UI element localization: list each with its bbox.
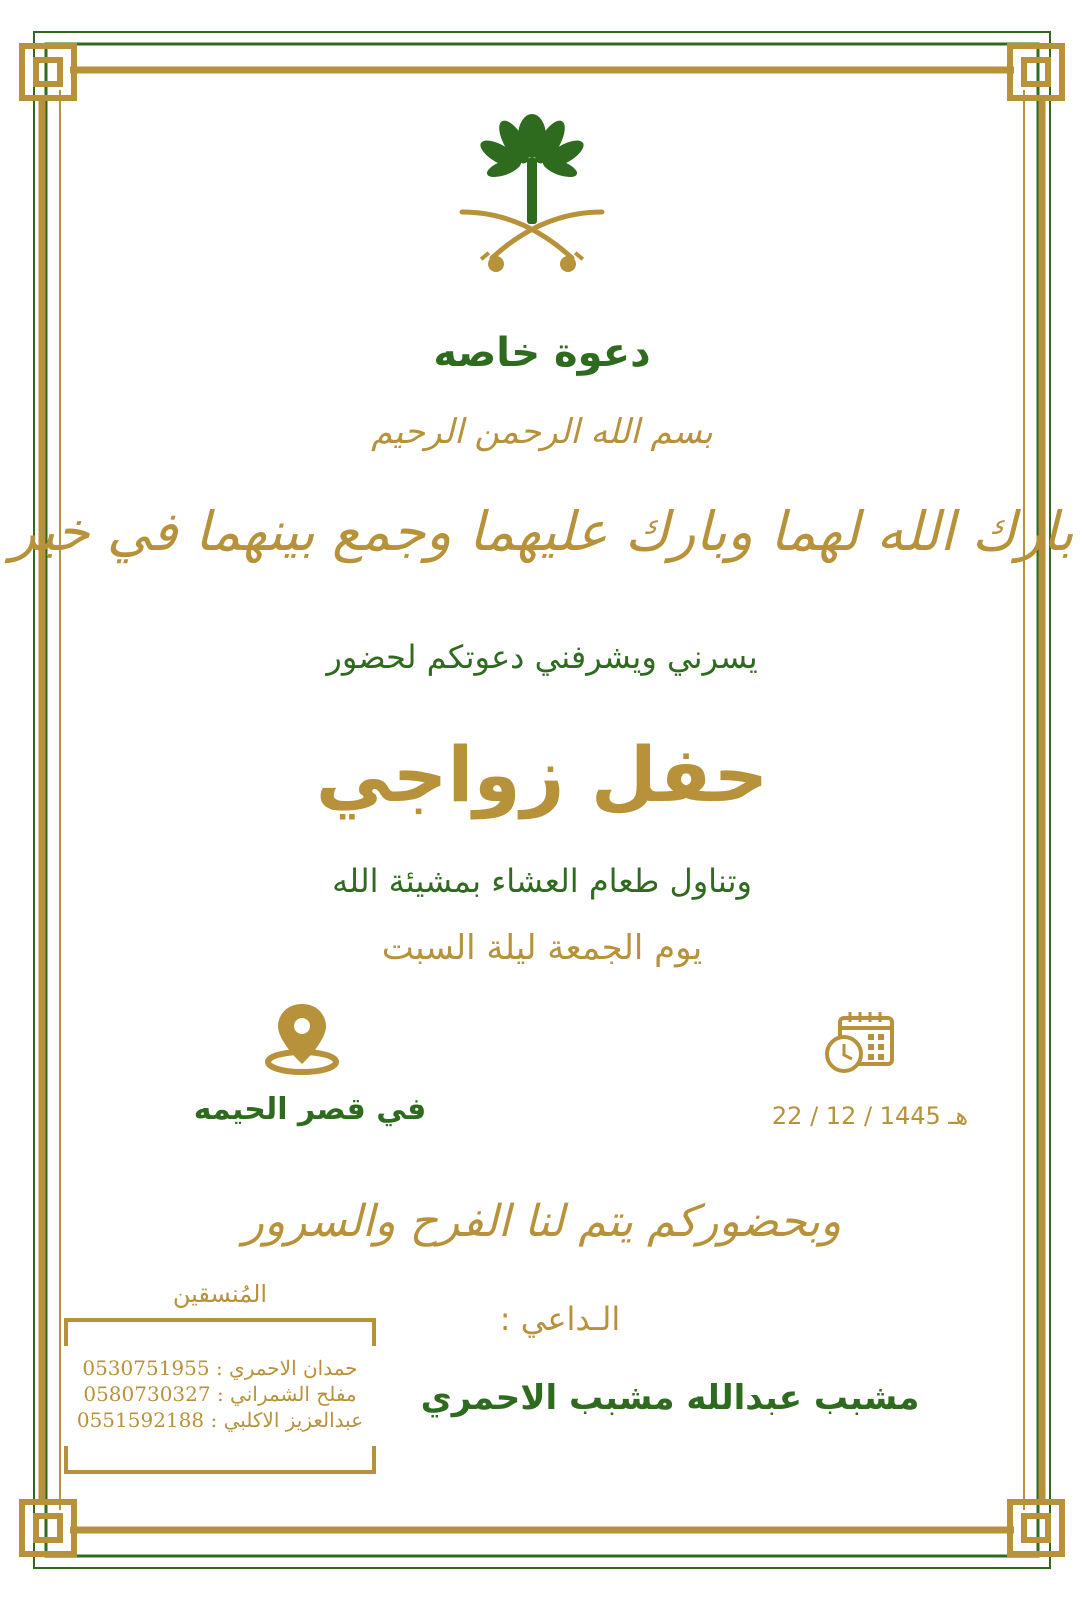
- coordinator-contact: حمدان الاحمري : 0530751955: [82, 1356, 358, 1380]
- host-name: مشبب عبدالله مشبب الاحمري: [420, 1378, 920, 1418]
- location-pin-icon: [262, 1000, 342, 1080]
- event-day: يوم الجمعة ليلة السبت: [381, 928, 703, 968]
- basmala-calligraphy: بسم الله الرحمن الرحيم: [371, 412, 713, 452]
- invitation-title: دعوة خاصه: [433, 330, 651, 376]
- event-date: 22 / 12 / 1445 هـ: [771, 1102, 969, 1130]
- coordinator-contact: مفلح الشمراني : 0580730327: [83, 1382, 357, 1406]
- coordinator-contact: عبدالعزيز الاكلبي : 0551592188: [76, 1408, 364, 1432]
- invitation-intro: يسرني ويشرفني دعوتكم لحضور: [326, 638, 758, 676]
- dinner-line: وتناول طعام العشاء بمشيئة الله: [332, 862, 752, 900]
- event-name: حفل زواجي: [315, 730, 769, 819]
- coordinators-label: المُنسقين: [172, 1280, 268, 1308]
- venue-location: في قصر الحيمه: [193, 1092, 427, 1127]
- closing-calligraphy: وبحضوركم يتم لنا الفرح والسرور: [242, 1196, 842, 1247]
- calendar-clock-icon: [822, 1010, 898, 1076]
- saudi-emblem-icon: [452, 108, 612, 288]
- wedding-blessing-calligraphy: بارك الله لهما وبارك عليهما وجمع بينهما في خير: [10, 500, 1074, 563]
- host-label: الـداعي :: [499, 1300, 621, 1338]
